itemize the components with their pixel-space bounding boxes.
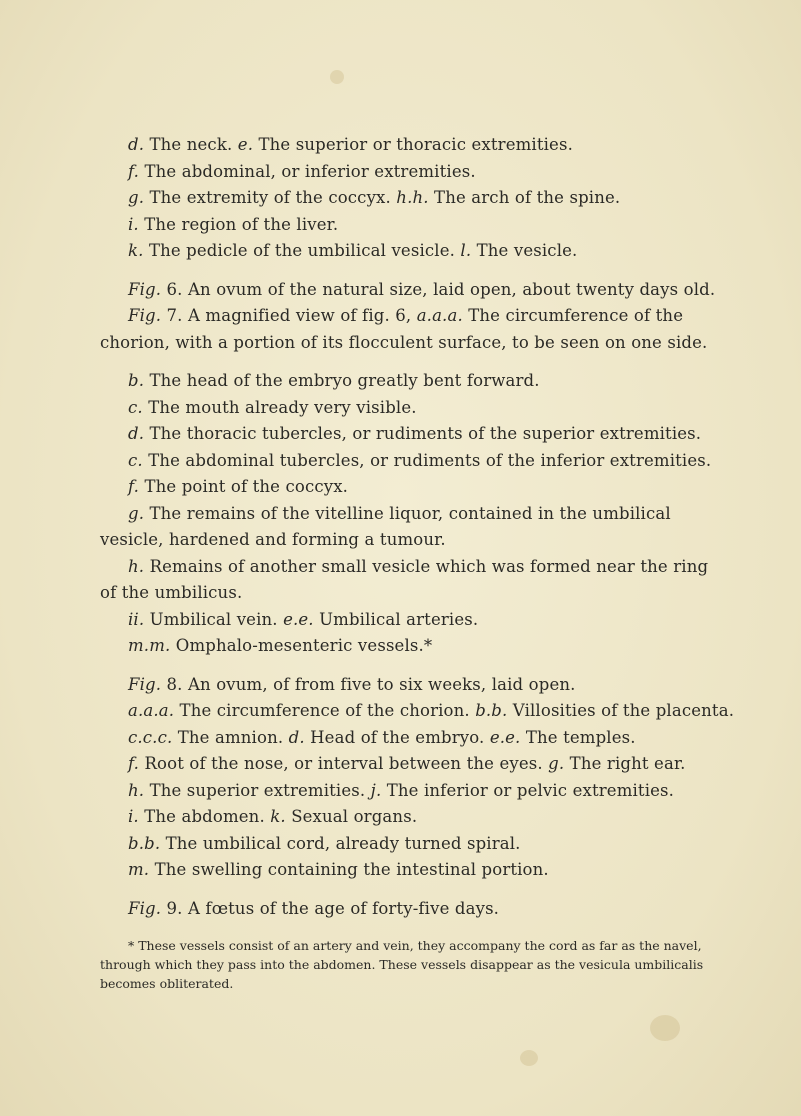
legend-text: The swelling containing the intestinal portion.	[149, 860, 549, 879]
foxing-spot	[520, 1050, 538, 1066]
legend-text: The abdominal, or inferior extremities.	[139, 161, 476, 181]
legend-letter: b.	[128, 371, 145, 390]
legend-letter: f.	[128, 477, 140, 496]
legend-letter: b.b.	[475, 701, 508, 720]
legend-letter: a.a.a.	[128, 701, 175, 720]
legend-text: Omphalo-mesenteric vessels.*	[170, 636, 433, 655]
legend-letter: d.	[128, 424, 145, 443]
legend-letter: g.	[128, 503, 145, 523]
legend-line	[100, 368, 700, 395]
fig-7-continuation: chorion, with a portion of its flocculent surface, to be seen on one side.	[100, 332, 708, 352]
legend-text: The temples.	[520, 727, 636, 747]
legend-text: Sexual organs.	[285, 807, 418, 826]
legend-line	[100, 395, 700, 422]
legend-letter: i.	[128, 807, 139, 826]
legend-text: The right ear.	[564, 754, 686, 773]
legend-line	[100, 238, 700, 265]
foxing-spot	[650, 1015, 680, 1041]
legend-letter: c.	[128, 450, 143, 470]
legend-text: The umbilical cord, already turned spiral.	[160, 833, 521, 853]
legend-text: The vesicle.	[471, 241, 578, 260]
legend-letter: h.h.	[396, 188, 429, 207]
legend-text: The abdomen.	[138, 807, 271, 826]
fig-8-heading: Fig. 8. An ovum, of from five to six weeks, laid open.	[128, 674, 576, 694]
legend-text: The amnion.	[172, 727, 289, 747]
legend-text: The head of the embryo greatly bent forward.	[144, 371, 540, 390]
footnote-line: * These vessels consist of an artery and vein, they accompany the cord as far as the navel,	[128, 938, 702, 953]
legend-text: Root of the nose, or interval between the eyes.	[139, 754, 549, 773]
legend-item-h	[100, 554, 709, 581]
legend-letter: b.b.	[128, 833, 161, 853]
legend-line	[100, 554, 709, 581]
legend-line	[100, 725, 700, 752]
legend-line	[100, 212, 700, 239]
legend-text: The arch of the spine.	[428, 188, 621, 207]
legend-line	[100, 804, 700, 831]
legend-letter: k.	[128, 241, 144, 260]
legend-text: The abdominal tubercles, or rudiments of the inferior extremities.	[142, 450, 712, 470]
legend-letter: g.	[128, 188, 145, 207]
legend-letter: e.e.	[489, 727, 521, 747]
legend-letter: m.m.	[128, 636, 171, 655]
legend-line	[100, 474, 700, 501]
legend-text: The inferior or pelvic extremities.	[381, 780, 675, 800]
legend-text: The pedicle of the umbilical vesicle.	[143, 241, 461, 260]
legend-text: The superior extremities.	[144, 780, 371, 800]
fig-9-heading: Fig. 9. A fœtus of the age of forty-five days.	[128, 898, 500, 918]
legend-letter: e.e.	[283, 609, 314, 629]
legend-text: Head of the embryo.	[304, 727, 490, 747]
legend-text: Umbilical vein.	[144, 609, 284, 629]
legend-letter: k.	[270, 807, 286, 826]
legend-letter: ii.	[128, 609, 145, 629]
legend-line	[100, 185, 700, 212]
legend-line	[100, 132, 700, 159]
legend-text: The thoracic tubercles, or rudiments of the superior extremities.	[144, 424, 702, 443]
legend-text: Umbilical arteries.	[313, 609, 479, 629]
foxing-spot	[330, 70, 344, 84]
legend-line	[100, 607, 700, 634]
legend-group-1	[100, 132, 700, 265]
legend-letter: c.c.c.	[128, 727, 173, 747]
legend-line	[100, 778, 700, 805]
legend-line	[100, 159, 700, 186]
legend-letter: e.	[237, 135, 254, 154]
legend-letter: h.	[128, 780, 145, 800]
legend-text: The extremity of the coccyx.	[144, 188, 397, 207]
legend-letter: h.	[128, 556, 145, 576]
legend-line	[100, 448, 712, 475]
legend-line	[100, 421, 700, 448]
footnote	[100, 936, 704, 993]
footnote-line: becomes obliterated.	[100, 976, 234, 991]
fig-7-heading: Fig. 7. A magnified view of fig. 6, a.a.a. The circumference of the	[128, 306, 684, 325]
legend-line	[100, 501, 700, 528]
legend-text: The superior or thoracic extremities.	[253, 135, 573, 154]
legend-line	[100, 633, 700, 660]
legend-letter: g.	[548, 754, 565, 773]
legend-letter: f.	[128, 754, 140, 773]
legend-letter: m.	[128, 860, 150, 879]
legend-letter: c.	[128, 397, 143, 417]
legend-continuation: vesicle, hardened and forming a tumour.	[100, 530, 446, 549]
legend-line	[100, 751, 700, 778]
legend-continuation: of the umbilicus.	[100, 583, 243, 602]
plate-description	[100, 132, 735, 993]
legend-line	[100, 698, 735, 725]
legend-letter: d.	[128, 135, 145, 154]
legend-group-3	[100, 607, 700, 660]
legend-line	[100, 857, 700, 884]
legend-text: The point of the coccyx.	[139, 477, 349, 496]
legend-text: The mouth already very visible.	[142, 397, 417, 417]
legend-text: The remains of the vitelline liquor, contained in the umbilical	[144, 503, 671, 523]
fig-6-heading: Fig. 6. An ovum of the natural size, laid open, about twenty days old.	[128, 279, 716, 299]
legend-text: The neck.	[144, 135, 238, 154]
legend-letter: j.	[370, 780, 382, 800]
legend-letter: d.	[288, 727, 305, 747]
legend-letter: f.	[128, 161, 140, 181]
footnote-line: through which they pass into the abdomen. These vessels disappear as the vesicula umbilicalis	[100, 957, 704, 972]
legend-line	[100, 831, 700, 858]
legend-text: The circumference of the chorion.	[174, 701, 476, 720]
legend-text: The region of the liver.	[138, 214, 339, 234]
legend-text: Remains of another small vesicle which was formed near the ring	[144, 556, 709, 576]
legend-letter: l.	[460, 241, 472, 260]
legend-group-2	[100, 368, 712, 527]
legend-letter: i.	[128, 214, 139, 234]
legend-text: Villosities of the placenta.	[507, 701, 735, 720]
legend-group-4	[100, 698, 735, 884]
